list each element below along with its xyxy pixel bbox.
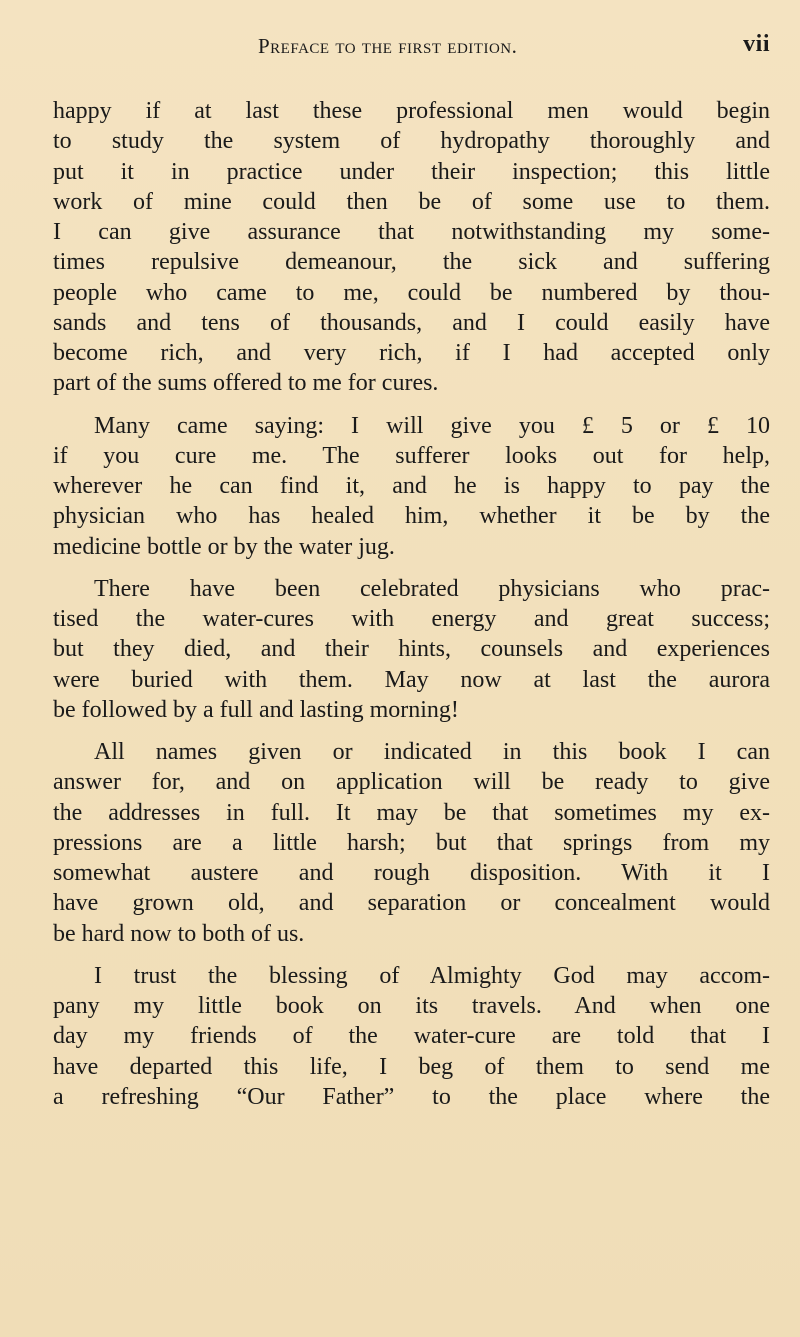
text-line: There have been celebrated physicians who prac- — [94, 575, 770, 602]
paragraph — [53, 96, 770, 399]
text-line: somewhat austere and rough disposition. With it I — [53, 860, 770, 886]
paragraph — [53, 411, 770, 562]
text-line: have departed this life, I beg of them to send me — [53, 1053, 770, 1080]
text-line: medicine bottle or by the water jug. — [53, 533, 395, 560]
text-line: have grown old, and separation or concealment would — [53, 890, 770, 917]
text-line: pressions are a little harsh; but that springs from my — [53, 829, 770, 856]
body-text — [53, 96, 770, 1124]
text-line: were buried with them. May now at last the aurora — [53, 666, 770, 693]
text-line: but they died, and their hints, counsels and experiences — [53, 636, 770, 663]
paragraph — [53, 574, 770, 725]
text-line: tised the water-cures with energy and great success; — [53, 606, 770, 632]
text-line: happy if at last these professional men would begin — [53, 98, 770, 124]
text-line: become rich, and very rich, if I had accepted only — [53, 340, 770, 366]
text-line: to study the system of hydropathy thoroughly and — [53, 128, 770, 155]
text-line: the addresses in full. It may be that sometimes my ex- — [53, 799, 770, 826]
text-line: times repulsive demeanour, the sick and suffering — [53, 249, 770, 276]
running-head — [258, 31, 770, 64]
text-line: if you cure me. The sufferer looks out for help, — [53, 442, 770, 469]
text-line: put it in practice under their inspection; this little — [53, 158, 770, 185]
text-line: sands and tens of thousands, and I could easily have — [53, 309, 770, 336]
running-head-title: Preface to the first edition. — [258, 34, 518, 58]
text-line: part of the sums offered to me for cures. — [53, 370, 439, 397]
text-line: answer for, and on application will be ready to give — [53, 769, 770, 796]
paragraph — [53, 961, 770, 1112]
text-line: wherever he can find it, and he is happy to pay the — [53, 473, 770, 499]
text-line: work of mine could then be of some use to them. — [53, 188, 770, 215]
text-line: I can give assurance that notwithstanding my some- — [53, 219, 770, 245]
text-line: physician who has healed him, whether it be by the — [53, 503, 770, 530]
text-line: Many came saying: I will give you £ 5 or £ 10 — [94, 412, 770, 439]
text-line: be followed by a full and lasting morning! — [53, 696, 459, 723]
text-line: a refreshing “Our Father” to the place where the — [53, 1083, 770, 1110]
page-number: vii — [743, 31, 770, 57]
paragraph — [53, 737, 770, 949]
text-line: be hard now to both of us. — [53, 920, 305, 947]
text-line: people who came to me, could be numbered by thou- — [53, 279, 770, 306]
text-line: All names given or indicated in this book I can — [94, 739, 770, 765]
text-line: day my friends of the water-cure are told that I — [53, 1023, 770, 1050]
text-line: pany my little book on its travels. And when one — [53, 993, 770, 1019]
text-line: I trust the blessing of Almighty God may accom- — [94, 962, 770, 989]
